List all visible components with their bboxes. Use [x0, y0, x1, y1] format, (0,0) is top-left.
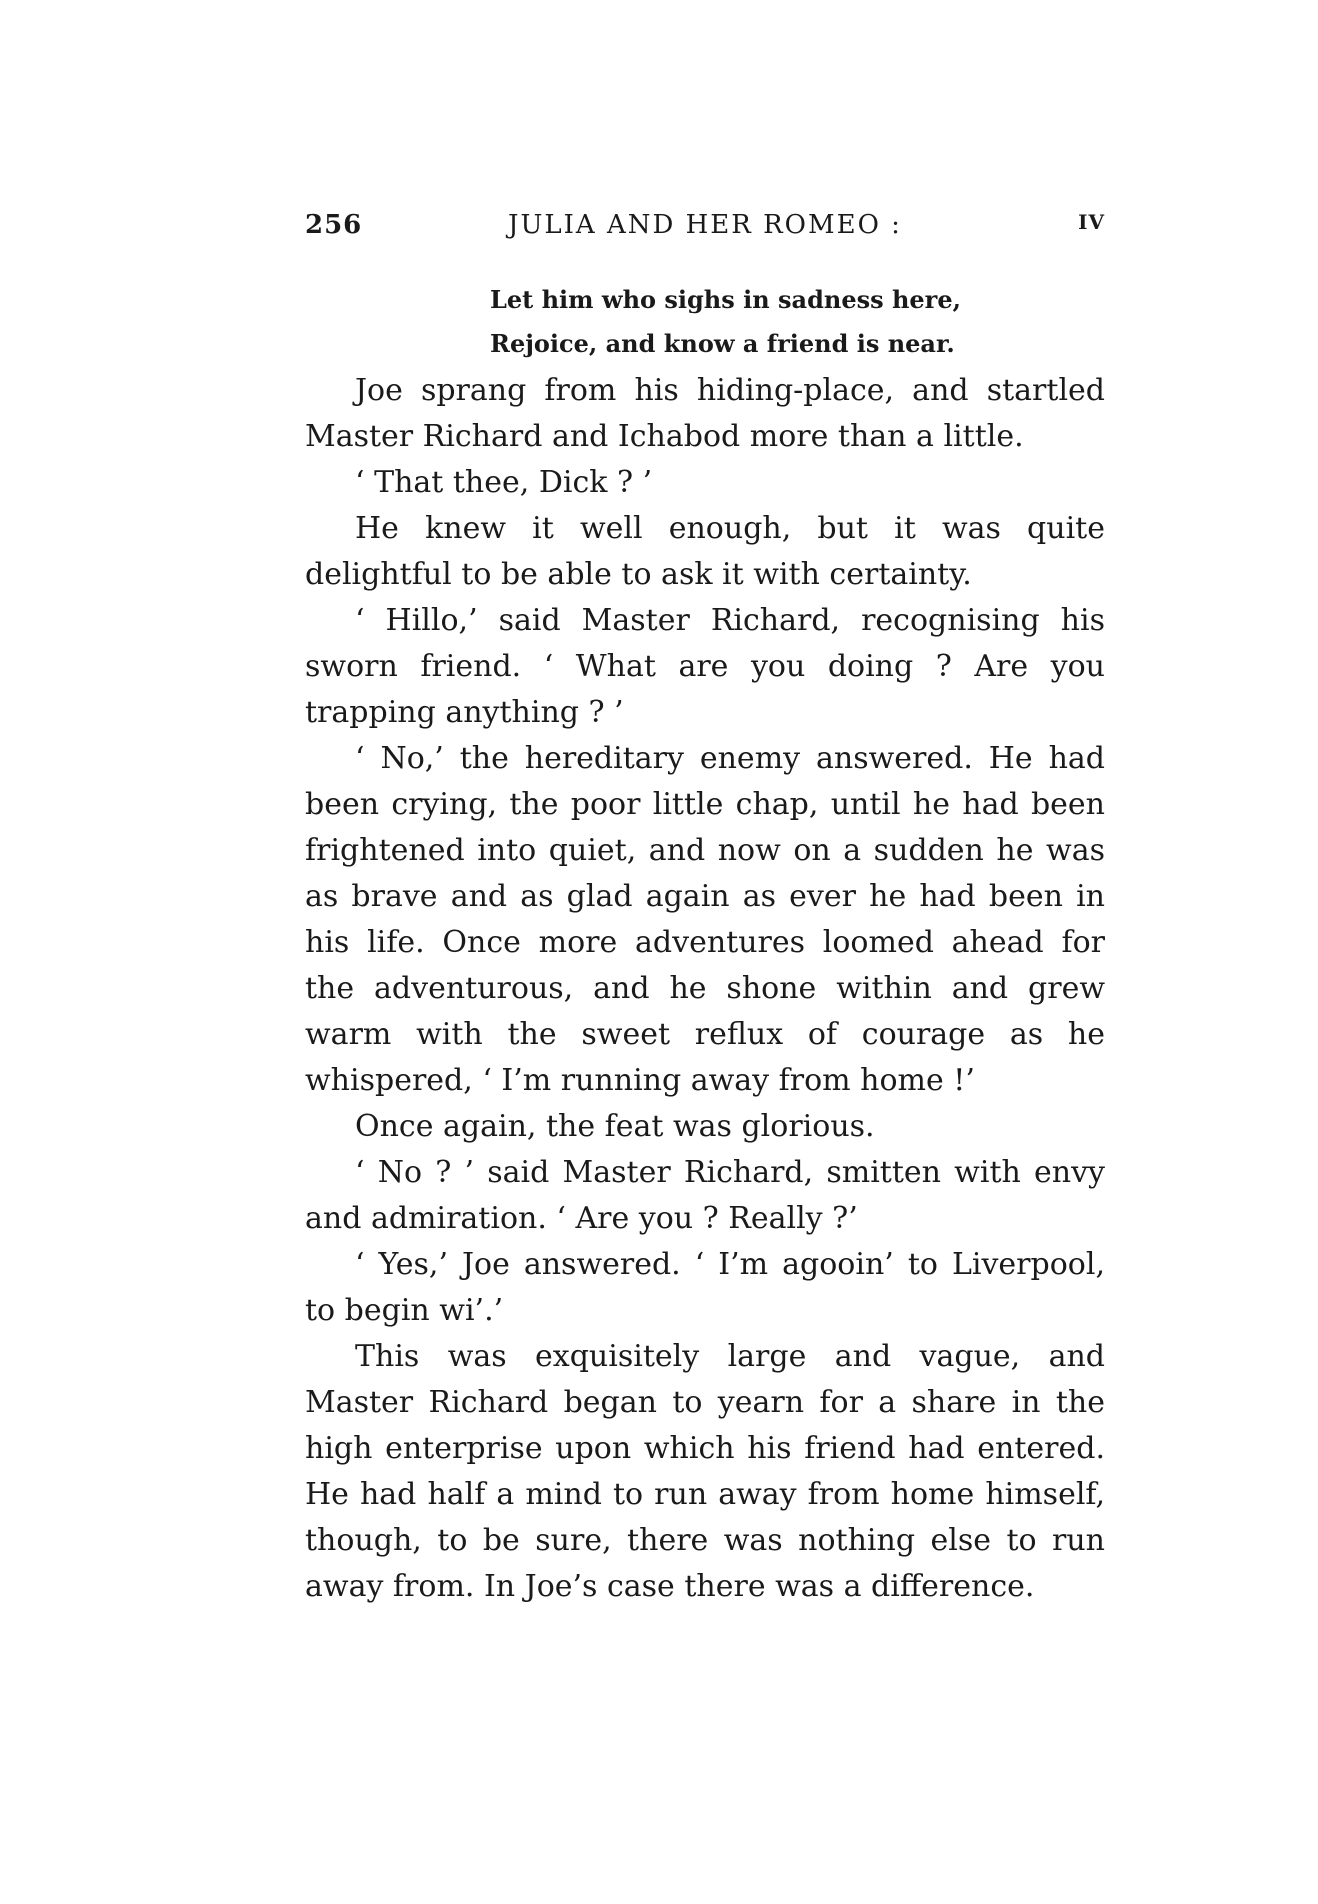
verse-line: Let him who sighs in sadness here,	[490, 285, 961, 314]
page-number: 256	[305, 210, 363, 240]
paragraph: ‘ No ? ’ said Master Richard, smitten with envy and admiration. ‘ Are you ? Really ?’	[305, 1155, 1105, 1236]
paragraph: ‘ Hillo,’ said Master Richard, recognising his sworn friend. ‘ What are you doing ? Are you trapping anything ? ’	[305, 603, 1105, 730]
paragraph: ‘ That thee, Dick ? ’	[355, 465, 653, 500]
section-marker: IV	[1078, 210, 1105, 234]
verse-line: Rejoice, and know a friend is near.	[490, 329, 955, 358]
verse-epigraph	[490, 278, 1050, 366]
paragraph: ‘ Yes,’ Joe answered. ‘ I’m agooin’ to Liverpool, to begin wi’.’	[305, 1247, 1105, 1328]
paragraph: ‘ No,’ the hereditary enemy answered. He had been crying, the poor little chap, until he had been frightened into quiet, and now on a sudden he was as brave and as glad again as ever he had been in his life. Once more adventures loomed ahead for the adventurous, and he shone within and grew warm with the sweet reflux of courage as he whispered, ‘ I’m running away from home !’	[305, 741, 1105, 1098]
paragraph: Joe sprang from his hiding-place, and startled Master Richard and Ichabod more than a little.	[305, 373, 1105, 454]
page-header	[305, 210, 1105, 250]
running-title: JULIA AND HER ROMEO :	[508, 210, 902, 240]
body-text	[305, 368, 1105, 1610]
paragraph: He knew it well enough, but it was quite delightful to be able to ask it with certainty.	[305, 511, 1105, 592]
paragraph: This was exquisitely large and vague, and Master Richard began to yearn for a share in the high enterprise upon which his friend had entered. He had half a mind to run away from home himself, though, to be sure, there was nothing else to run away from. In Joe’s case there was a difference.	[305, 1339, 1105, 1604]
paragraph: Once again, the feat was glorious.	[355, 1109, 875, 1144]
